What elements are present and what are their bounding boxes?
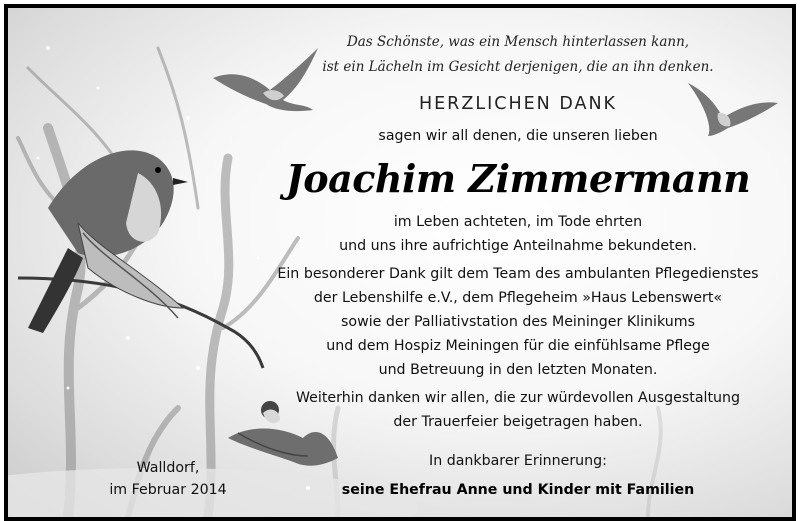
robin-bird-icon [28, 150, 188, 333]
obituary-card [4, 4, 796, 521]
paragraph2-line: und Betreuung in den letzten Monaten. [378, 362, 658, 378]
place-name: Walldorf, [136, 460, 200, 476]
deceased-name: Joachim Zimmermann [285, 156, 751, 201]
heading-thanks: HERZLICHEN DANK [418, 94, 618, 114]
date-text: im Februar 2014 [109, 482, 227, 498]
winter-birds-illustration [8, 8, 792, 517]
closing-text: In dankbarer Erinnerung: [429, 453, 607, 469]
signature: seine Ehefrau Anne und Kinder mit Familien [341, 482, 695, 498]
paragraph2-line: der Lebenshilfe e.V., dem Pflegeheim »Haus Lebenswert« [313, 290, 723, 306]
quote-line-1: Das Schönste, was ein Mensch hinterlassen kann, [346, 34, 690, 50]
paragraph1-line: und uns ihre aufrichtige Anteilnahme bekundeten. [339, 238, 697, 254]
paragraph2-line: sowie der Palliativstation des Meininger Klinikums [341, 314, 695, 330]
paragraph3-line: Weiterhin danken wir allen, die zur würdevollen Ausgestaltung [295, 390, 741, 406]
paragraph2-line: Ein besonderer Dank gilt dem Team des ambulanten Pflegedienstes [277, 266, 759, 282]
quote-line-2: ist ein Lächeln im Gesicht derjenigen, die an ihn denken. [322, 59, 714, 75]
intro-text: sagen wir all denen, die unseren lieben [378, 128, 658, 144]
paragraph2-line: und dem Hospiz Meiningen für die einfühlsame Pflege [326, 338, 710, 354]
paragraph3-line: der Trauerfeier beigetragen haben. [393, 414, 643, 430]
paragraph1-line: im Leben achteten, im Tode ehrten [393, 214, 643, 230]
